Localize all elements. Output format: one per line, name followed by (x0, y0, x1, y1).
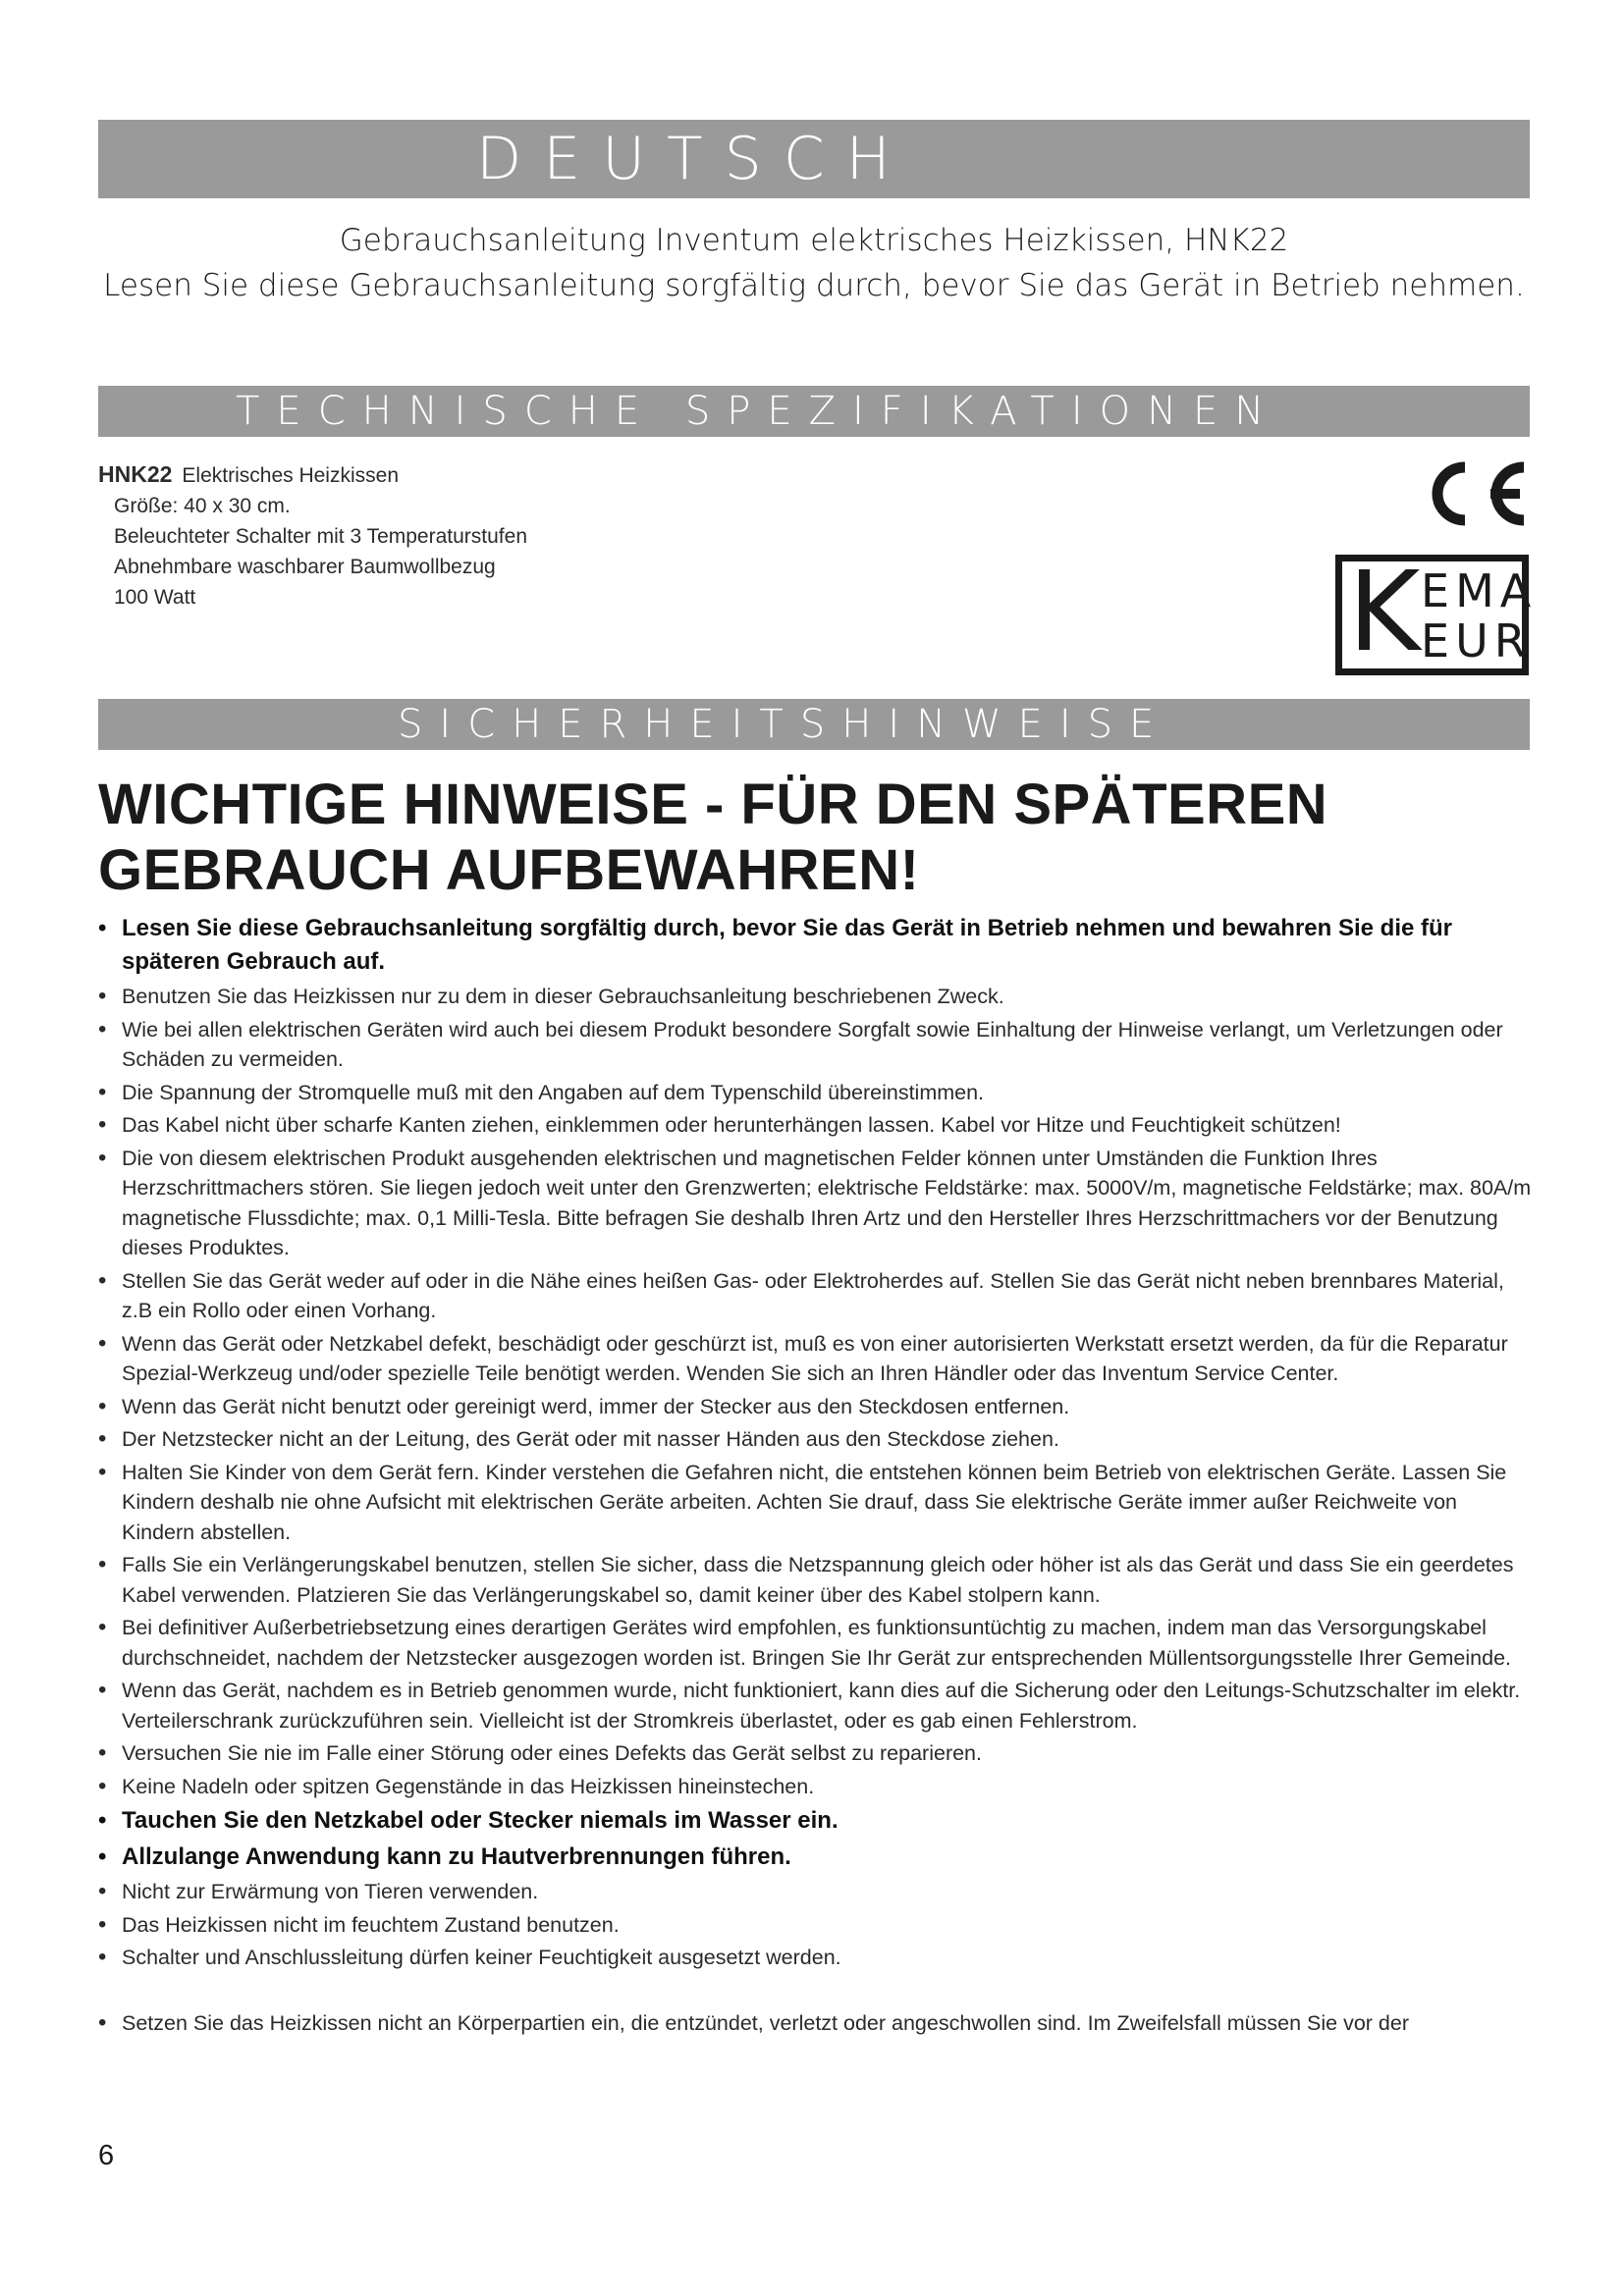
kema-keur-mark-icon (1335, 549, 1538, 676)
safety-item: • Allzulange Anwendung kann zu Hautverbrennungen führen. (98, 1841, 1532, 1874)
safety-headline-line-1: WICHTIGE HINWEISE - FÜR DEN SPÄTEREN (98, 773, 1328, 836)
kema-text-top: EMA (1421, 564, 1538, 617)
intro-line-2: Lesen Sie diese Gebrauchsanleitung sorgfältig durch, bevor Sie das Gerät in Betrieb nehmen. (103, 268, 1525, 303)
safety-item: • Halten Sie Kinder von dem Gerät fern. Kinder verstehen die Gefahren nicht, die entstehen können beim Betrieb von elektrischen Geräte. Lassen Sie Kindern deshalb nie ohne Aufsicht mit elektrischen Geräte arbeiten. Achten Sie drauf, dass Sie elektrische Geräte immer außer Reichweite von Kindern abstellen. (98, 1458, 1532, 1548)
safety-item: • Die Spannung der Stromquelle muß mit den Angaben auf dem Typenschild übereinstimmen. (98, 1078, 1532, 1108)
specs-model-row (98, 459, 527, 491)
intro-line-1: Gebrauchsanleitung Inventum elektrisches Heizkissen, HNK22 (339, 223, 1289, 258)
ce-mark-icon (1414, 459, 1532, 528)
page-number: 6 (98, 2140, 115, 2171)
safety-item: • Wenn das Gerät nicht benutzt oder gereinigt werd, immer der Stecker aus den Steckdosen entfernen. (98, 1392, 1532, 1422)
specs-line: Abnehmbare waschbarer Baumwollbezug (114, 556, 496, 578)
safety-item: • Die von diesem elektrischen Produkt ausgehenden elektrischen und magnetischen Felder können unter Umständen die Funktion Ihres Herzschrittmachers stören. Sie liegen jedoch weit unter den Grenzwerten; elektrische Feldstärke: max. 5000V/m, magnetische Feldstärke; max. 80A/m magnetische Flussdichte; max. 0,1 Milli-Tesla. Bitte befragen Sie deshalb Ihren Artz und den Hersteller Ihres Herzschrittmachers vor der Benutzung dieses Produktes. (98, 1144, 1532, 1263)
safety-item: • Schalter und Anschlussleitung dürfen keiner Feuchtigkeit ausgesetzt werden. (98, 1943, 1532, 1973)
specs-model: HNK22 (98, 461, 173, 487)
specs-line: Größe: 40 x 30 cm. (114, 495, 291, 517)
section-title: DEUTSCH (476, 125, 912, 193)
kema-letter-k: K (1348, 549, 1421, 676)
safety-item: • Wenn das Gerät oder Netzkabel defekt, beschädigt oder geschürzt ist, muß es von einer autorisierten Werkstatt ersetzt werden, da für die Reparatur Spezial-Werkzeug und/oder spezielle Teile benötigt werden. Wenden Sie sich an Ihren Händler oder das Inventum Service Center. (98, 1329, 1532, 1389)
specs-line: Beleuchteter Schalter mit 3 Temperaturstufen (114, 525, 527, 548)
safety-item: • Tauchen Sie den Netzkabel oder Stecker niemals im Wasser ein. (98, 1804, 1532, 1838)
kema-text-bottom: EUR (1421, 614, 1532, 667)
safety-heading: SICHERHEITSHINWEISE (398, 702, 1171, 747)
specs-block (98, 459, 527, 613)
safety-item: • Lesen Sie diese Gebrauchsanleitung sorgfältig durch, bevor Sie das Gerät in Betrieb nehmen und bewahren Sie die für späteren Gebrauch auf. (98, 912, 1532, 979)
specs-model-desc: Elektrisches Heizkissen (182, 464, 399, 487)
safety-item: • Wenn das Gerät, nachdem es in Betrieb genommen wurde, nicht funktioniert, kann dies auf die Sicherung oder den Leitungs-Schutzschalter im elektr. Verteilerschrank zurückzuführen sein. Vielleicht ist der Stromkreis überlastet, oder es gab einen Fehlerstrom. (98, 1676, 1532, 1735)
safety-heading-band (98, 699, 1530, 750)
safety-item: • Keine Nadeln oder spitzen Gegenstände in das Heizkissen hineinstechen. (98, 1772, 1532, 1802)
specs-heading-band (98, 386, 1530, 437)
section-title-band (98, 120, 1530, 198)
safety-item: • Benutzen Sie das Heizkissen nur zu dem in dieser Gebrauchsanleitung beschriebenen Zweck. (98, 982, 1532, 1012)
safety-item: • Bei definitiver Außerbetriebsetzung eines derartigen Gerätes wird empfohlen, es funktionsuntüchtig zu machen, indem man das Versorgungskabel durchschneidet, nachdem der Netzstecker ausgezogen worden ist. Bringen Sie Ihr Gerät zur entsprechenden Müllentsorgungsstelle Ihrer Gemeinde. (98, 1613, 1532, 1673)
safety-list (98, 912, 1532, 2041)
safety-item: • Das Kabel nicht über scharfe Kanten ziehen, einklemmen oder herunterhängen lassen. Kabel vor Hitze und Feuchtigkeit schützen! (98, 1110, 1532, 1141)
safety-item: • Setzen Sie das Heizkissen nicht an Körperpartien ein, die entzündet, verletzt oder angeschwollen sind. Im Zweifelsfall müssen Sie vor der (98, 2008, 1532, 2039)
safety-item: • Stellen Sie das Gerät weder auf oder in die Nähe eines heißen Gas- oder Elektroherdes auf. Stellen Sie das Gerät nicht neben brennbares Material, z.B ein Rollo oder einen Vorhang. (98, 1266, 1532, 1326)
specs-line: 100 Watt (114, 586, 196, 609)
safety-headline-line-2: GEBRAUCH AUFBEWAHREN! (98, 838, 920, 902)
intro (98, 218, 1530, 308)
safety-headline (98, 772, 1327, 903)
safety-item: • Nicht zur Erwärmung von Tieren verwenden. (98, 1877, 1532, 1907)
safety-item: • Der Netzstecker nicht an der Leitung, des Gerät oder mit nasser Händen aus den Steckdose ziehen. (98, 1424, 1532, 1455)
safety-item: • Wie bei allen elektrischen Geräten wird auch bei diesem Produkt besondere Sorgfalt sowie Einhaltung der Hinweise verlangt, um Verletzungen oder Schäden zu vermeiden. (98, 1015, 1532, 1075)
safety-item: • Das Heizkissen nicht im feuchtem Zustand benutzen. (98, 1910, 1532, 1941)
safety-item: • Falls Sie ein Verlängerungskabel benutzen, stellen Sie sicher, dass die Netzspannung gleich oder höher ist als das Gerät und dass Sie ein geerdetes Kabel verwenden. Platzieren Sie das Verlängerungskabel so, damit keiner über des Kabel stolpern kann. (98, 1550, 1532, 1610)
safety-item: • Versuchen Sie nie im Falle einer Störung oder eines Defekts das Gerät selbst zu reparieren. (98, 1738, 1532, 1769)
specs-heading: TECHNISCHE SPEZIFIKATIONEN (236, 389, 1281, 434)
